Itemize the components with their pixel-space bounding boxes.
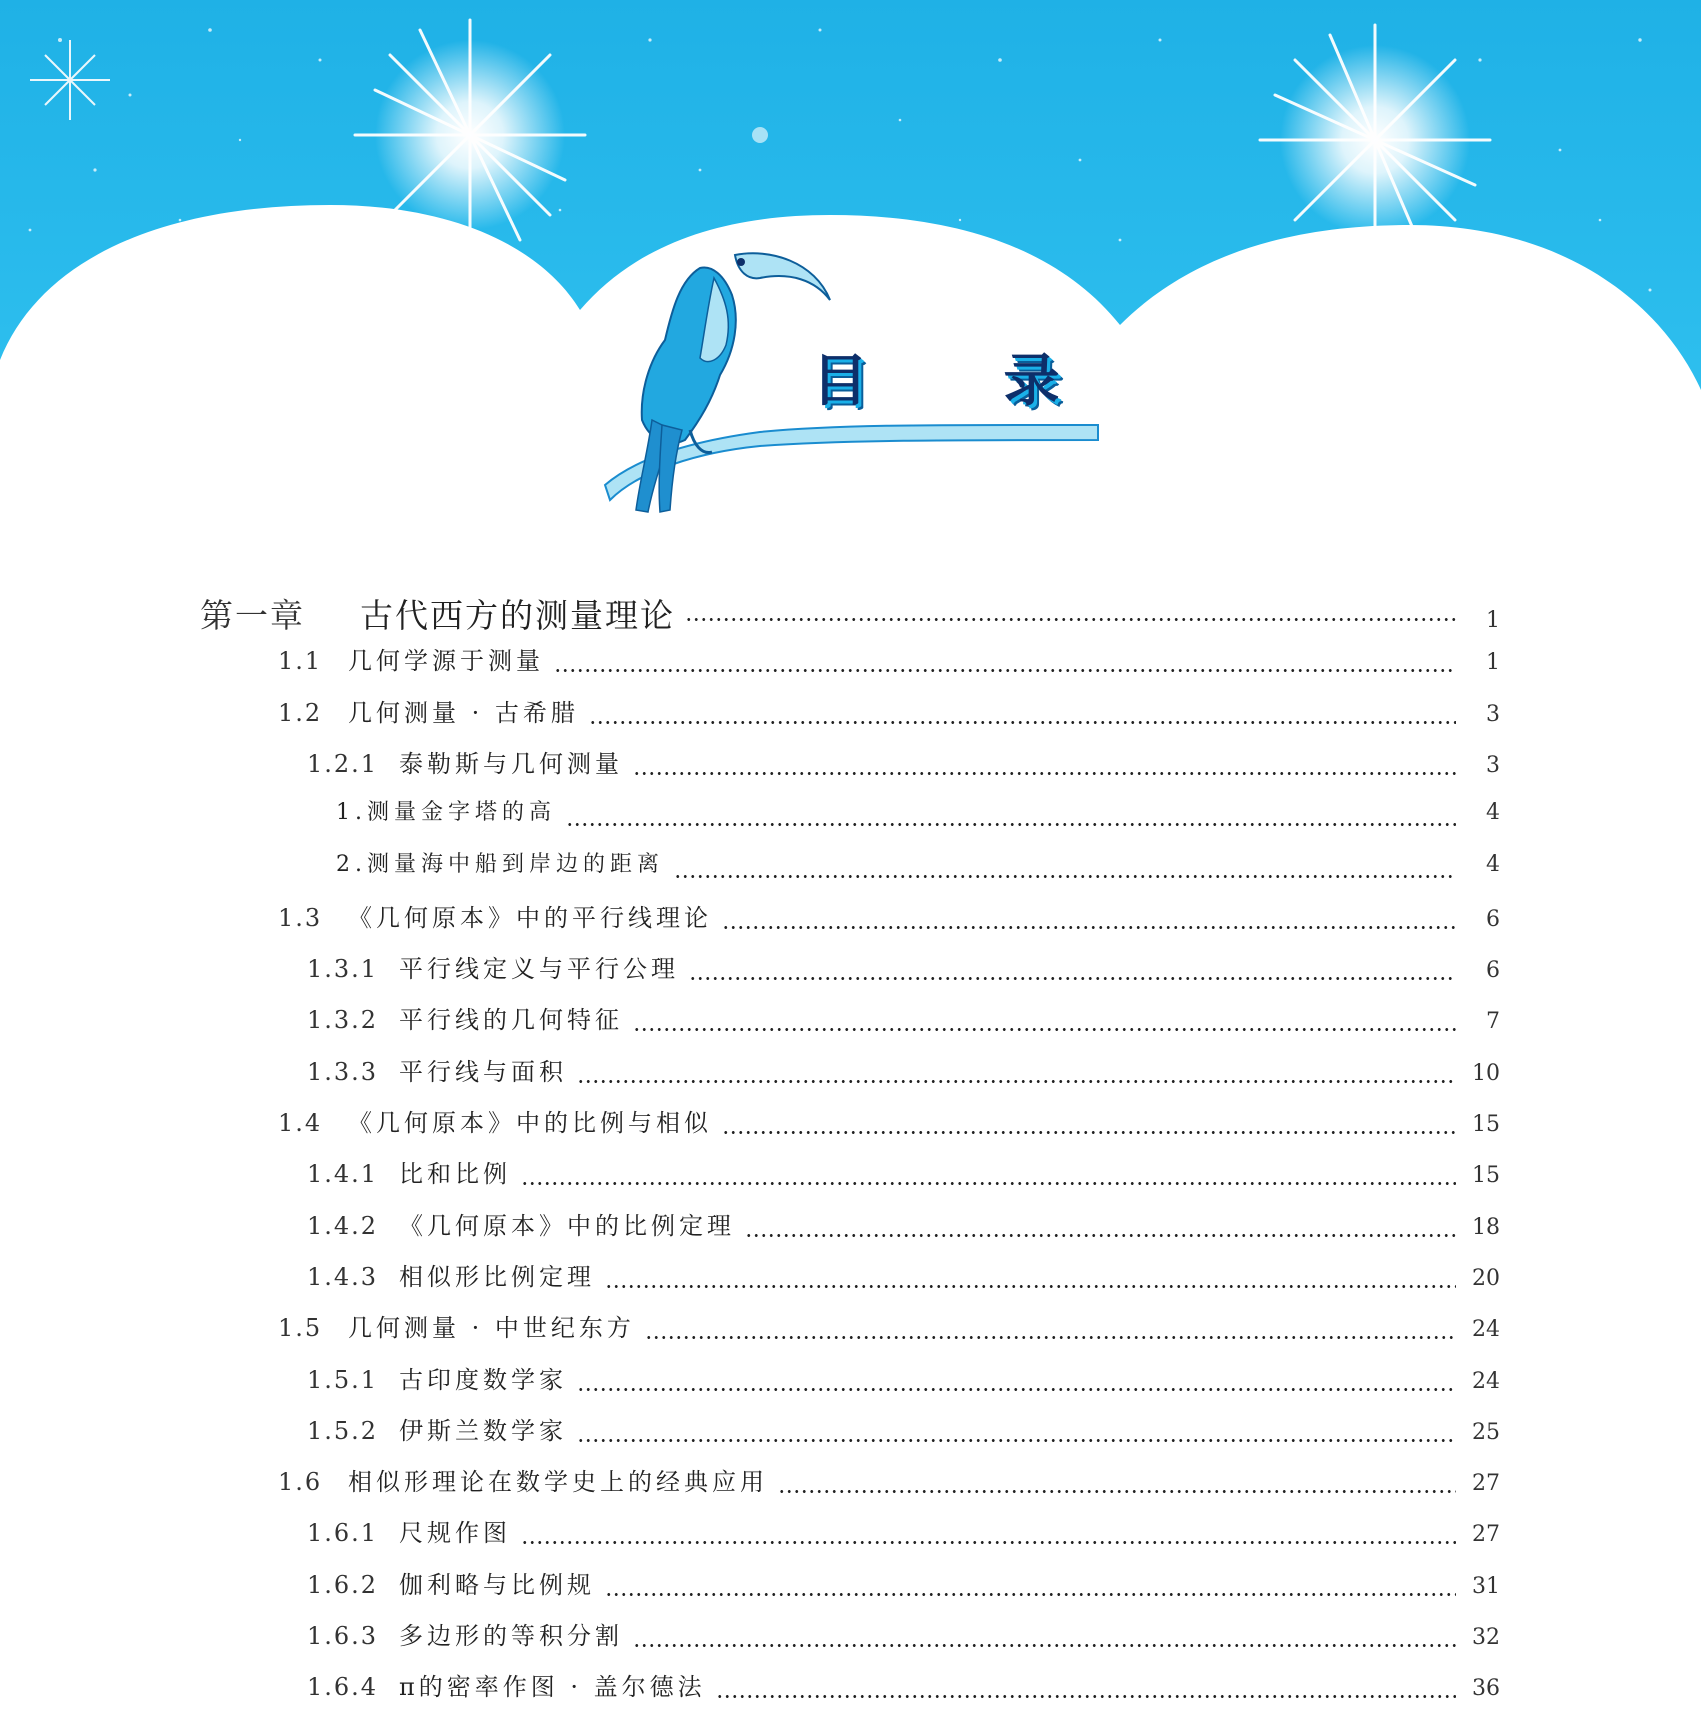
toc-entry-number: 1.3.2 — [307, 1006, 379, 1035]
toc-entry-title: 古代西方的测量理论 — [360, 596, 675, 635]
dot-leader — [577, 1080, 1456, 1083]
toc-entry[interactable] — [307, 1154, 1500, 1205]
toc-entry-number: 1.6.4 — [307, 1673, 379, 1702]
toc-entry-number: 1.3 — [278, 903, 323, 932]
toc-entry-page: 31 — [1472, 1573, 1500, 1599]
toc-entry-title: 多边形的等积分割 — [399, 1622, 623, 1650]
toc-entry-number: 1.5 — [278, 1314, 323, 1343]
toc-entry-page: 1 — [1486, 650, 1500, 676]
toc-entry-title: 几何测量 · 古希腊 — [348, 698, 579, 727]
toc-entry-page: 3 — [1486, 752, 1500, 778]
toc-entry-number: 1.2.1 — [307, 749, 379, 778]
toc-entry-number: 1.5.1 — [307, 1365, 379, 1394]
toc-entry-title: 伽利略与比例规 — [399, 1570, 595, 1599]
toc-entry-title: 几何测量 · 中世纪东方 — [348, 1314, 635, 1343]
toc-entry-number: 1.6.3 — [307, 1622, 379, 1650]
toc-entry-title: 《几何原本》中的比例定理 — [399, 1211, 735, 1240]
dot-leader — [605, 1593, 1456, 1596]
toc-entry[interactable] — [307, 1616, 1500, 1667]
toc-entry-title: 尺规作图 — [399, 1519, 511, 1548]
toc-entry-title: 平行线与面积 — [399, 1057, 567, 1086]
toc-entry-number: 1.6.1 — [307, 1519, 379, 1548]
toc-entry-number: 1.6.2 — [307, 1570, 379, 1599]
toc-entry[interactable] — [307, 744, 1500, 795]
dot-leader — [554, 669, 1456, 672]
toc-entry-title: 1.测量金字塔的高 — [336, 800, 556, 826]
toc-entry-title: 《几何原本》中的比例与相似 — [348, 1109, 712, 1137]
toc-entry[interactable] — [307, 1360, 1500, 1411]
toc-entry-number: 第一章 — [200, 596, 305, 635]
toc-entry-title: 比和比例 — [399, 1160, 511, 1189]
toc-entry-number: 1.4.2 — [307, 1211, 379, 1240]
toc-entry-page: 24 — [1472, 1317, 1500, 1343]
toc-entry-title: 古印度数学家 — [399, 1365, 567, 1394]
dot-leader — [645, 1336, 1456, 1339]
sparkle-right — [1260, 25, 1490, 255]
toc-entry-title: 《几何原本》中的平行线理论 — [348, 903, 712, 932]
dot-leader — [745, 1234, 1456, 1237]
toc-entry-page: 6 — [1486, 906, 1500, 932]
dot-leader — [633, 1644, 1456, 1647]
toc-entry[interactable] — [278, 641, 1500, 692]
header-banner — [0, 0, 1701, 520]
toc-entry[interactable] — [336, 847, 1500, 898]
toc-entry-number: 1.1 — [278, 647, 323, 676]
toc-entry-number: 1.4 — [278, 1109, 323, 1137]
toc-entry-page: 15 — [1472, 1163, 1500, 1189]
dot-leader — [633, 772, 1456, 775]
dot-leader — [722, 926, 1456, 929]
toc-entry-page: 6 — [1486, 958, 1500, 984]
toc-entry-number: 1.3.3 — [307, 1057, 379, 1086]
toc-entry-page: 18 — [1472, 1214, 1500, 1240]
toc-entry[interactable] — [278, 693, 1500, 744]
toc-entry-title: 伊斯兰数学家 — [399, 1416, 567, 1445]
toc-entry[interactable] — [307, 1257, 1500, 1308]
toc-entry-title: 2.测量海中船到岸边的距离 — [336, 851, 664, 877]
dot-leader — [566, 823, 1456, 826]
toc-entry-page: 20 — [1472, 1265, 1500, 1291]
dot-leader — [521, 1541, 1456, 1544]
toc-entry-title: 平行线的几何特征 — [399, 1006, 623, 1035]
toc-entry[interactable] — [200, 590, 1500, 641]
toc-entry-number: 1.4.3 — [307, 1262, 379, 1291]
toc-entry-title: 平行线定义与平行公理 — [399, 955, 679, 984]
toc-entry-title: π的密率作图 · 盖尔德法 — [399, 1673, 706, 1702]
dot-leader — [722, 1131, 1456, 1134]
dot-leader — [716, 1695, 1456, 1698]
toc-entry[interactable] — [278, 1308, 1500, 1359]
toc-entry[interactable] — [307, 1000, 1500, 1051]
toc-entry[interactable] — [278, 898, 1500, 949]
dot-leader — [577, 1388, 1456, 1391]
toc-entry-number: 1.4.1 — [307, 1160, 379, 1189]
toc-entry-page: 27 — [1472, 1522, 1500, 1548]
dot-leader — [633, 1028, 1456, 1031]
dot-leader — [689, 977, 1456, 980]
toc-entry[interactable] — [278, 1103, 1500, 1154]
toc-entry-number: 1.3.1 — [307, 955, 379, 984]
toc-entry-page: 24 — [1472, 1368, 1500, 1394]
toc-entry-number: 1.6 — [278, 1468, 323, 1497]
toc-entry-title: 相似形理论在数学史上的经典应用 — [348, 1468, 768, 1497]
toc-entry[interactable] — [336, 795, 1500, 846]
toc-entry[interactable] — [307, 1411, 1500, 1462]
dot-leader — [521, 1182, 1456, 1185]
toc-entry[interactable] — [307, 1052, 1500, 1103]
toc-entry-page: 32 — [1472, 1625, 1500, 1650]
toc-entry[interactable] — [307, 1206, 1500, 1257]
toc-entry-page: 4 — [1486, 800, 1500, 826]
toc-entry-number: 1.5.2 — [307, 1416, 379, 1445]
toc-entry[interactable] — [307, 1513, 1500, 1564]
dot-leader — [674, 875, 1456, 878]
dot-leader — [778, 1490, 1456, 1493]
page-title: 目 录 — [812, 349, 1118, 414]
toc-entry[interactable] — [278, 1462, 1500, 1513]
toc-entry[interactable] — [307, 949, 1500, 1000]
toc-entry[interactable] — [307, 1565, 1500, 1616]
toc-entry-page: 36 — [1472, 1676, 1500, 1702]
toc-entry-page: 10 — [1472, 1060, 1500, 1086]
toc-entry-page: 25 — [1472, 1419, 1500, 1445]
dot-leader — [589, 721, 1456, 724]
toc-entry-title: 几何学源于测量 — [348, 647, 544, 676]
toc-entry-title: 相似形比例定理 — [399, 1262, 595, 1291]
toc-entry-page: 3 — [1486, 701, 1500, 727]
dot-leader — [685, 618, 1456, 621]
toc-entry-page: 15 — [1472, 1112, 1500, 1137]
toc-entry-page: 7 — [1486, 1009, 1500, 1035]
toc-entry[interactable] — [307, 1667, 1500, 1718]
toc-entry-title: 泰勒斯与几何测量 — [399, 749, 623, 778]
dot-leader — [577, 1439, 1456, 1442]
toc-entry-page: 4 — [1486, 851, 1500, 877]
dot-leader — [605, 1285, 1456, 1288]
toc-entry-page: 27 — [1472, 1471, 1500, 1497]
toc-entry-page: 1 — [1486, 608, 1500, 633]
toc-entry-number: 1.2 — [278, 698, 323, 727]
